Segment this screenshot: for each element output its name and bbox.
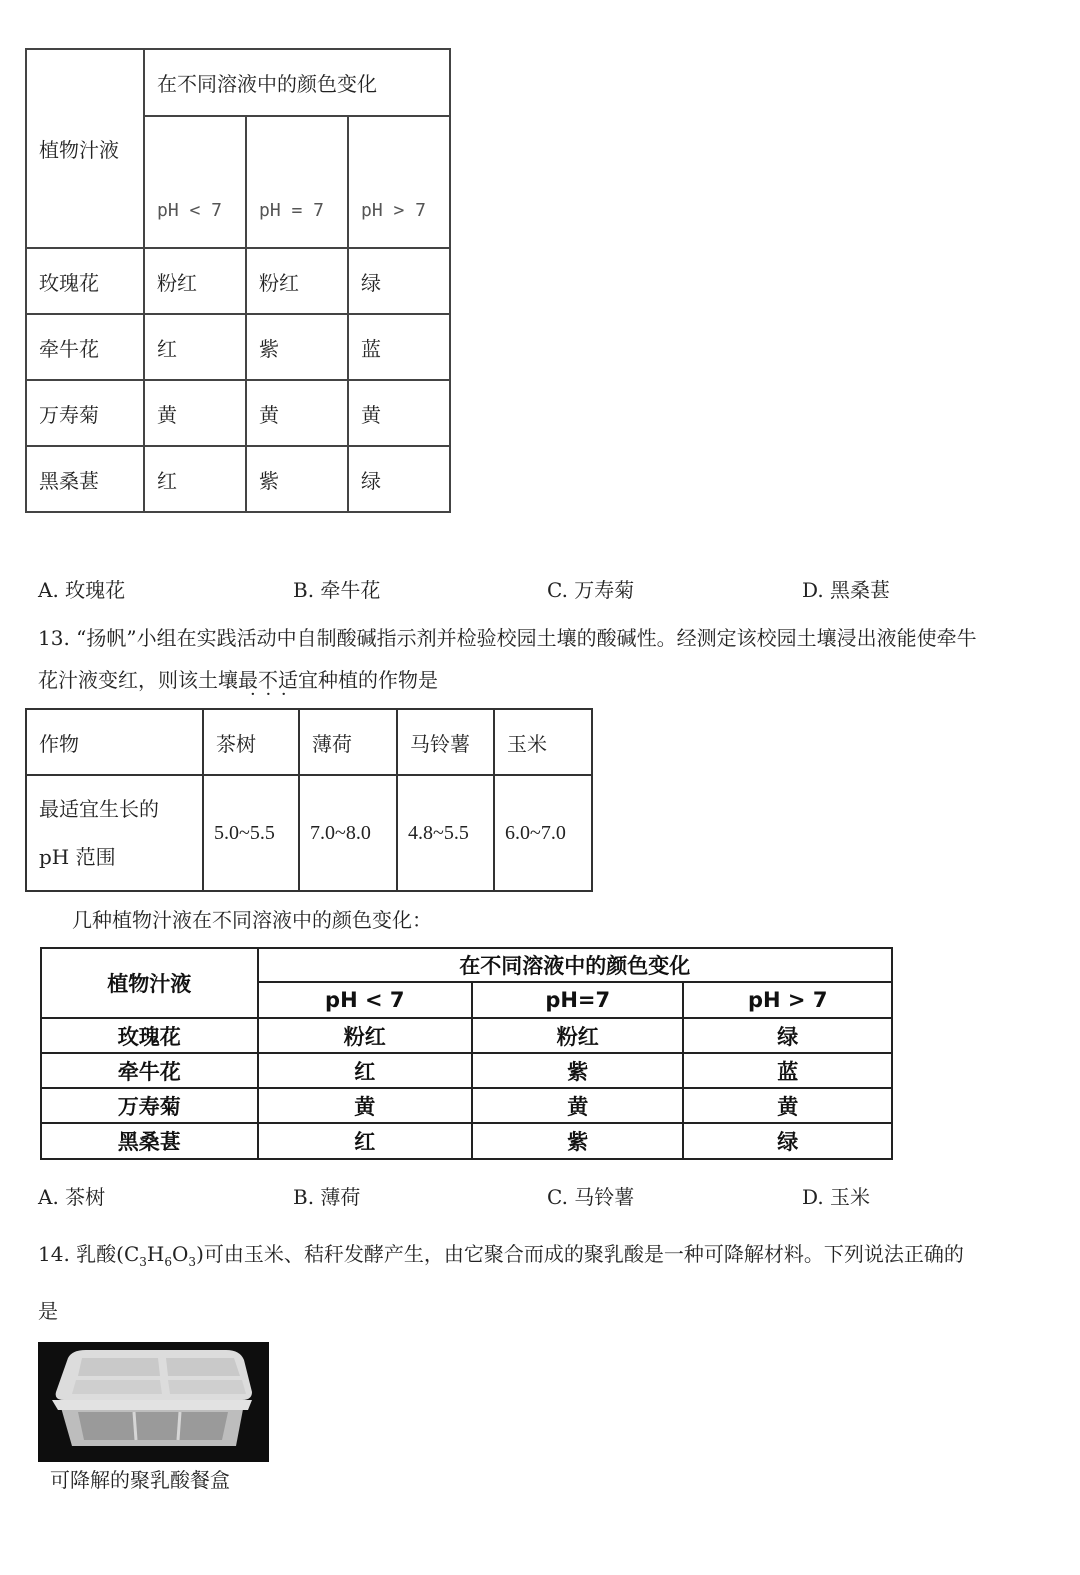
table3-col-header: 植物汁液 xyxy=(41,948,258,1018)
table-cell: 万寿菊 xyxy=(41,1088,258,1123)
table-cell: 红 xyxy=(144,446,246,512)
table-row xyxy=(41,1088,892,1123)
option-b[interactable]: B. 薄荷 xyxy=(293,1185,361,1209)
table3-ph-gt: pH > 7 xyxy=(683,982,892,1018)
table-cell: 粉红 xyxy=(472,1018,683,1053)
q14-text: O xyxy=(172,1242,189,1266)
food-container-drawing xyxy=(38,1342,269,1462)
table-row xyxy=(26,446,450,512)
table-cell xyxy=(26,775,203,891)
table-cell: 蓝 xyxy=(683,1053,892,1088)
table-cell: 红 xyxy=(258,1053,473,1088)
option-d[interactable]: D. 黑桑葚 xyxy=(802,578,891,602)
table-cell: 玉米 xyxy=(494,709,592,775)
row-label: 最适宜生长的 xyxy=(39,797,159,821)
table-cell: 粉红 xyxy=(144,248,246,314)
table3-ph-lt: pH < 7 xyxy=(258,982,473,1018)
table-cell: 紫 xyxy=(246,314,348,380)
option-c[interactable]: C. 马铃薯 xyxy=(547,1185,635,1209)
q14-line1 xyxy=(38,1238,964,1269)
q13-text: 花汁液变红，则该土壤最 xyxy=(38,668,258,692)
table-row xyxy=(41,1053,892,1088)
table-cell: 绿 xyxy=(683,1123,892,1159)
table-cell: 黄 xyxy=(683,1088,892,1123)
table-cell: 牵牛花 xyxy=(26,314,144,380)
table-row xyxy=(41,1123,892,1159)
table-cell: 7.0~8.0 xyxy=(299,775,397,891)
table-cell: 6.0~7.0 xyxy=(494,775,592,891)
table-cell: 牵牛花 xyxy=(41,1053,258,1088)
table-cell: 黄 xyxy=(348,380,450,446)
table-cell: 黄 xyxy=(472,1088,683,1123)
table-row xyxy=(26,314,450,380)
table-cell: 作物 xyxy=(26,709,203,775)
table-cell: 红 xyxy=(258,1123,473,1159)
option-d[interactable]: D. 玉米 xyxy=(802,1185,871,1209)
option-a[interactable]: A. 茶树 xyxy=(38,1185,106,1209)
q14-line2: 是 xyxy=(38,1299,58,1323)
table-cell: 蓝 xyxy=(348,314,450,380)
table-cell: 黑桑葚 xyxy=(41,1123,258,1159)
table-cell: 马铃薯 xyxy=(397,709,494,775)
table-row xyxy=(26,248,450,314)
table-cell: 粉红 xyxy=(246,248,348,314)
subscript: 6 xyxy=(164,1255,173,1269)
table-cell: 黄 xyxy=(258,1088,473,1123)
table-row xyxy=(26,775,592,891)
food-container-image xyxy=(38,1342,269,1462)
subscript: 3 xyxy=(139,1255,147,1269)
table-cell: 绿 xyxy=(683,1018,892,1053)
table-cell: 紫 xyxy=(246,446,348,512)
figure-caption: 可降解的聚乳酸餐盒 xyxy=(50,1468,230,1492)
table-cell: 绿 xyxy=(348,446,450,512)
table1-group-header: 在不同溶液中的颜色变化 xyxy=(144,49,450,116)
table-cell: 玫瑰花 xyxy=(41,1018,258,1053)
q14-text: 14. 乳酸(C xyxy=(38,1242,140,1266)
table1-ph-gt: pH > 7 xyxy=(348,116,450,248)
table1-ph-eq: pH = 7 xyxy=(246,116,348,248)
table-cell: 紫 xyxy=(472,1053,683,1088)
table-cell: 黄 xyxy=(246,380,348,446)
option-a[interactable]: A. 玫瑰花 xyxy=(38,578,126,602)
table-cell: 茶树 xyxy=(203,709,299,775)
table-cell: 紫 xyxy=(472,1123,683,1159)
table3-group-header: 在不同溶液中的颜色变化 xyxy=(258,948,893,982)
q13-emphasis: 不适宜 · · · xyxy=(258,668,318,692)
table3-ph-eq: pH=7 xyxy=(472,982,683,1018)
q13-text: 种植的作物是 xyxy=(318,668,438,692)
table1-col-header: 植物汁液 xyxy=(26,49,144,248)
table3-intro: 几种植物汁液在不同溶液中的颜色变化： xyxy=(72,908,432,932)
option-b[interactable]: B. 牵牛花 xyxy=(293,578,381,602)
table-row xyxy=(26,709,592,775)
table-row xyxy=(26,380,450,446)
table-cell: 薄荷 xyxy=(299,709,397,775)
crop-ph-table xyxy=(25,708,593,892)
q13-line1: 13. “扬帆”小组在实践活动中自制酸碱指示剂并检验校园土壤的酸碱性。经测定该校园土壤浸出液能使牵牛 xyxy=(38,626,977,650)
row-label: pH 范围 xyxy=(39,845,116,869)
option-c[interactable]: C. 万寿菊 xyxy=(547,578,635,602)
q14-text: H xyxy=(146,1242,165,1266)
table-cell: 万寿菊 xyxy=(26,380,144,446)
table-cell: 粉红 xyxy=(258,1018,473,1053)
table-cell: 红 xyxy=(144,314,246,380)
q13-line2 xyxy=(38,664,438,693)
color-table-1 xyxy=(25,48,451,513)
color-table-2 xyxy=(40,947,893,1160)
table-cell: 黄 xyxy=(144,380,246,446)
subscript: 3 xyxy=(188,1255,197,1269)
table-cell: 黑桑葚 xyxy=(26,446,144,512)
table-cell: 绿 xyxy=(348,248,450,314)
q14-text: )可由玉米、秸秆发酵产生，由它聚合而成的聚乳酸是一种可降解材料。下列说法正确的 xyxy=(196,1242,964,1266)
table1-ph-lt: pH < 7 xyxy=(144,116,246,248)
table-cell: 4.8~5.5 xyxy=(397,775,494,891)
table-cell: 5.0~5.5 xyxy=(203,775,299,891)
table-row xyxy=(41,1018,892,1053)
table-cell: 玫瑰花 xyxy=(26,248,144,314)
